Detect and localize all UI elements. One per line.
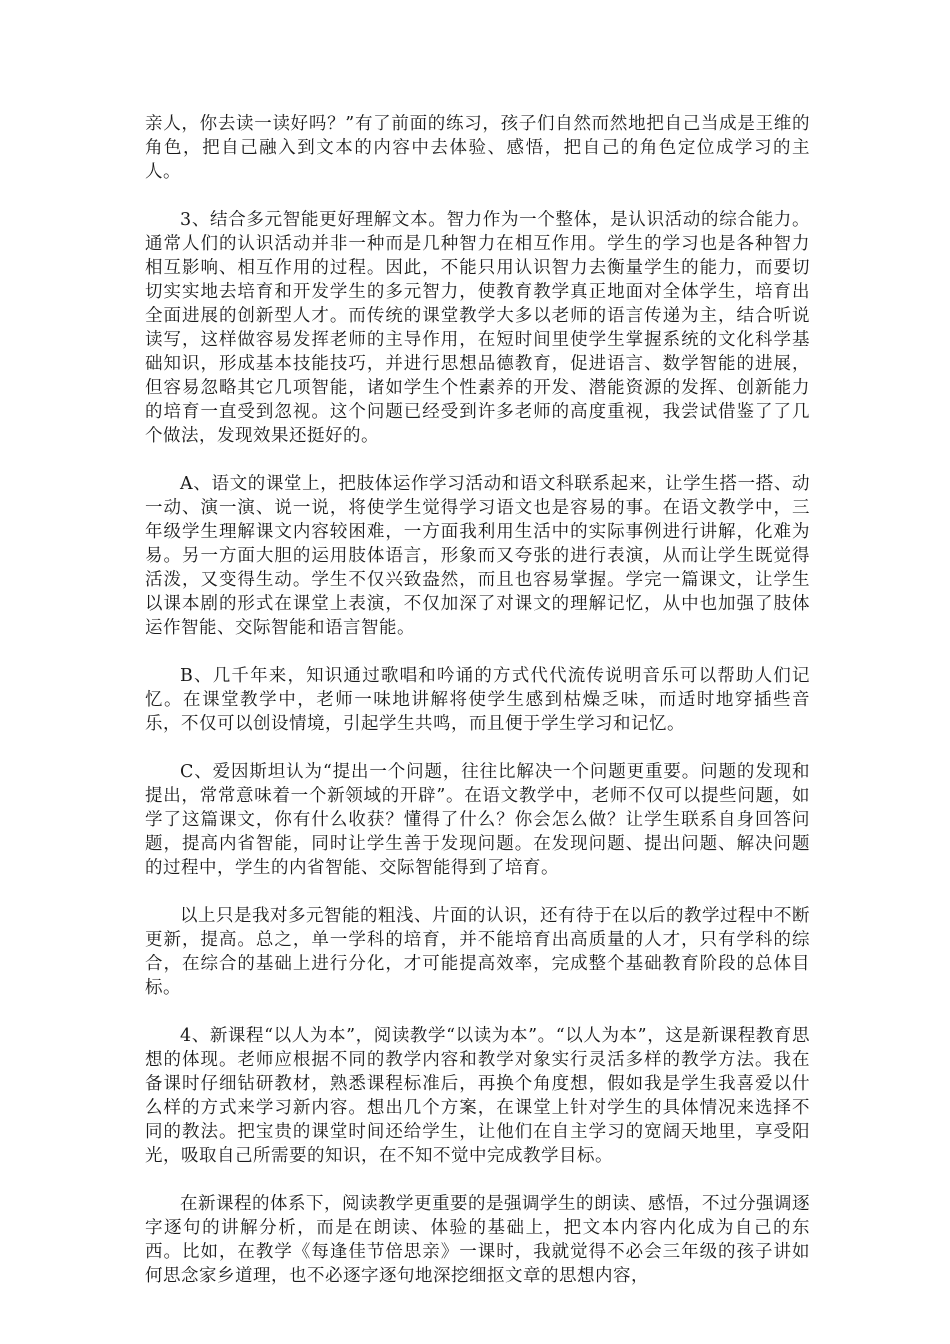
paragraph: 3、结合多元智能更好理解文本。智力作为一个整体，是认识活动的综合能力。通常人们的认识活动并非一种而是几种智力在相互作用。学生的学习也是各种智力相互影响、相互作用的过程。因此，不能只用认识智力去衡量学生的能力，而要切切实实地去培育和开发学生的多元智力，使教育教学真正地面对全体学生，培育出全面进展的创新型人才。而传统的课堂教学大多以老师的语言传递为主，结合听说读写，这样做容易发挥老师的主导作用，在短时间里使学生掌握系统的文化科学基础知识，形成基本技能技巧，并进行思想品德教育，促进语言、数学智能的进展，但容易忽略其它几项智能，诸如学生个性素养的开发、潜能资源的发挥、创新能力的培育一直受到忽视。这个问题已经受到许多老师的高度重视，我尝试借鉴了了几个做法，发现效果还挺好的。 bbox=[145, 210, 810, 446]
paragraph: 以上只是我对多元智能的粗浅、片面的认识，还有待于在以后的教学过程中不断更新，提高。总之，单一学科的培育，并不能培育出高质量的人才，只有学科的综合，在综合的基础上进行分化，才可能提高效率，完成整个基础教育阶段的总体目标。 bbox=[145, 906, 810, 998]
document-page bbox=[145, 112, 810, 1312]
paragraph: B、几千年来，知识通过歌唱和吟诵的方式代代流传说明音乐可以帮助人们记忆。在课堂教学中，老师一味地讲解将使学生感到枯燥乏味，而适时地穿插些音乐，不仅可以创设情境，引起学生共鸣，而且便于学生学习和记忆。 bbox=[145, 666, 810, 734]
paragraph: 亲人，你去读一读好吗？”有了前面的练习，孩子们自然而然地把自己当成是王维的角色，把自己融入到文本的内容中去体验、感悟，把自己的角色定位成学习的主人。 bbox=[145, 114, 810, 182]
paragraph: 4、新课程“以人为本”，阅读教学“以读为本”。“以人为本”，这是新课程教育思想的体现。老师应根据不同的教学内容和教学对象实行灵活多样的教学方法。我在备课时仔细钻研教材，熟悉课程标准后，再换个角度想，假如我是学生我喜爱以什么样的方式来学习新内容。想出几个方案，在课堂上针对学生的具体情况来选择不同的教法。把宝贵的课堂时间还给学生，让他们在自主学习的宽阔天地里，享受阳光，吸取自己所需要的知识，在不知不觉中完成教学目标。 bbox=[145, 1026, 810, 1166]
paragraph: 在新课程的体系下，阅读教学更重要的是强调学生的朗读、感悟，不过分强调逐字逐句的讲解分析，而是在朗读、体验的基础上，把文本内容内化成为自己的东西。比如，在教学《每逢佳节倍思亲》一课时，我就觉得不必会三年级的孩子讲如何思念家乡道理，也不必逐字逐句地深挖细抠文章的思想内容， bbox=[145, 1194, 810, 1286]
paragraph: A、语文的课堂上，把肢体运作学习活动和语文科联系起来，让学生搭一搭、动一动、演一演、说一说，将使学生觉得学习语文也是容易的事。在语文教学中，三年级学生理解课文内容较困难，一方面我利用生活中的实际事例进行讲解，化难为易。另一方面大胆的运用肢体语言，形象而又夸张的进行表演，从而让学生既觉得活泼，又变得生动。学生不仅兴致盎然，而且也容易掌握。学完一篇课文，让学生以课本剧的形式在课堂上表演，不仅加深了对课文的理解记忆，从中也加强了肢体运作智能、交际智能和语言智能。 bbox=[145, 474, 810, 638]
paragraph: C、爱因斯坦认为“提出一个问题，往往比解决一个问题更重要。问题的发现和提出，常常意味着一个新领域的开辟”。在语文教学中，老师不仅可以提些问题，如学了这篇课文，你有什么收获？懂得了什么？你会怎么做？让学生联系自身回答问题，提高内省智能，同时让学生善于发现问题。在发现问题、提出问题、解决问题的过程中，学生的内省智能、交际智能得到了培育。 bbox=[145, 762, 810, 878]
